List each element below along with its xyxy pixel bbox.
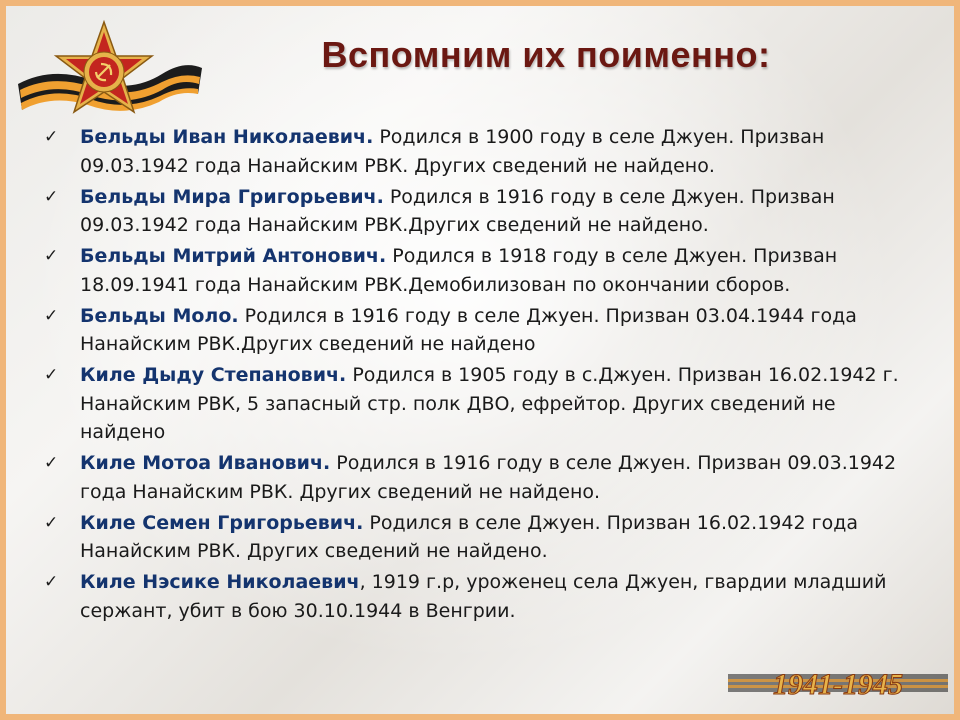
- page-title: Вспомним их поименно:: [321, 34, 771, 75]
- order-star-emblem-icon: [12, 14, 208, 132]
- years-label: 1941-1945: [773, 668, 903, 701]
- person-details: Родился в 1916 году в селе Джуен. Призван 09.03.1942 года Нанайским РВК.Других сведений не найдено.: [80, 185, 835, 236]
- check-icon: ✓: [44, 246, 59, 266]
- records-list: [42, 123, 922, 628]
- person-name: Бельды Митрий Антонович.: [80, 245, 387, 267]
- person-details: Родился в 1916 году в селе Джуен. Призван 03.04.1944 года Нанайским РВК.Других сведений не найдено: [80, 304, 857, 355]
- person-name: Бельды Мира Григорьевич.: [80, 185, 384, 208]
- check-icon: ✓: [44, 512, 59, 533]
- list-item: [42, 123, 922, 180]
- person-details: Родился в 1905 году в с.Джуен. Призван 16.02.1942 г. Нанайским РВК, 5 запасный стр. полк ДВО, ефрейтор. Других сведений не найдено: [80, 364, 899, 443]
- check-icon: ✓: [44, 305, 59, 326]
- person-name: Киле Семен Григорьевич.: [80, 511, 364, 534]
- check-icon: ✓: [44, 365, 59, 385]
- check-icon: ✓: [44, 453, 59, 473]
- list-item: [42, 242, 922, 299]
- check-icon: ✓: [44, 127, 59, 147]
- list-item: [42, 183, 922, 240]
- list-item: [42, 302, 922, 359]
- person-details: , 1919 г.р, уроженец села Джуен, гвардии младший сержант, убит в бою 30.10.1944 в Венгрии.: [80, 571, 887, 622]
- person-details: Родился в 1900 году в селе Джуен. Призван 09.03.1942 года Нанайским РВК. Других сведений не найдено.: [80, 126, 825, 177]
- list-item: [42, 449, 922, 506]
- person-name: Киле Нэсике Николаевич: [80, 571, 360, 593]
- person-name: Бельды Иван Николаевич.: [80, 126, 374, 148]
- person-details: Родился в 1916 году в селе Джуен. Призван 09.03.1942 года Нанайским РВК. Других сведений не найдено.: [80, 452, 897, 503]
- list-item: [42, 509, 922, 566]
- list-item: [42, 361, 922, 447]
- list-item: [42, 568, 922, 625]
- check-icon: ✓: [44, 186, 59, 207]
- person-details: Родился в 1918 году в селе Джуен. Призван 18.09.1941 года Нанайским РВК.Демобилизован по окончании сборов.: [80, 245, 838, 296]
- person-details: Родился в селе Джуен. Призван 16.02.1942 года Нанайским РВК. Других сведений не найдено.: [80, 511, 858, 562]
- years-badge: [744, 660, 932, 706]
- check-icon: ✓: [44, 572, 59, 592]
- person-name: Киле Мотоа Иванович.: [80, 452, 331, 474]
- person-name: Киле Дыду Степанович.: [80, 364, 347, 386]
- person-name: Бельды Моло.: [80, 304, 239, 327]
